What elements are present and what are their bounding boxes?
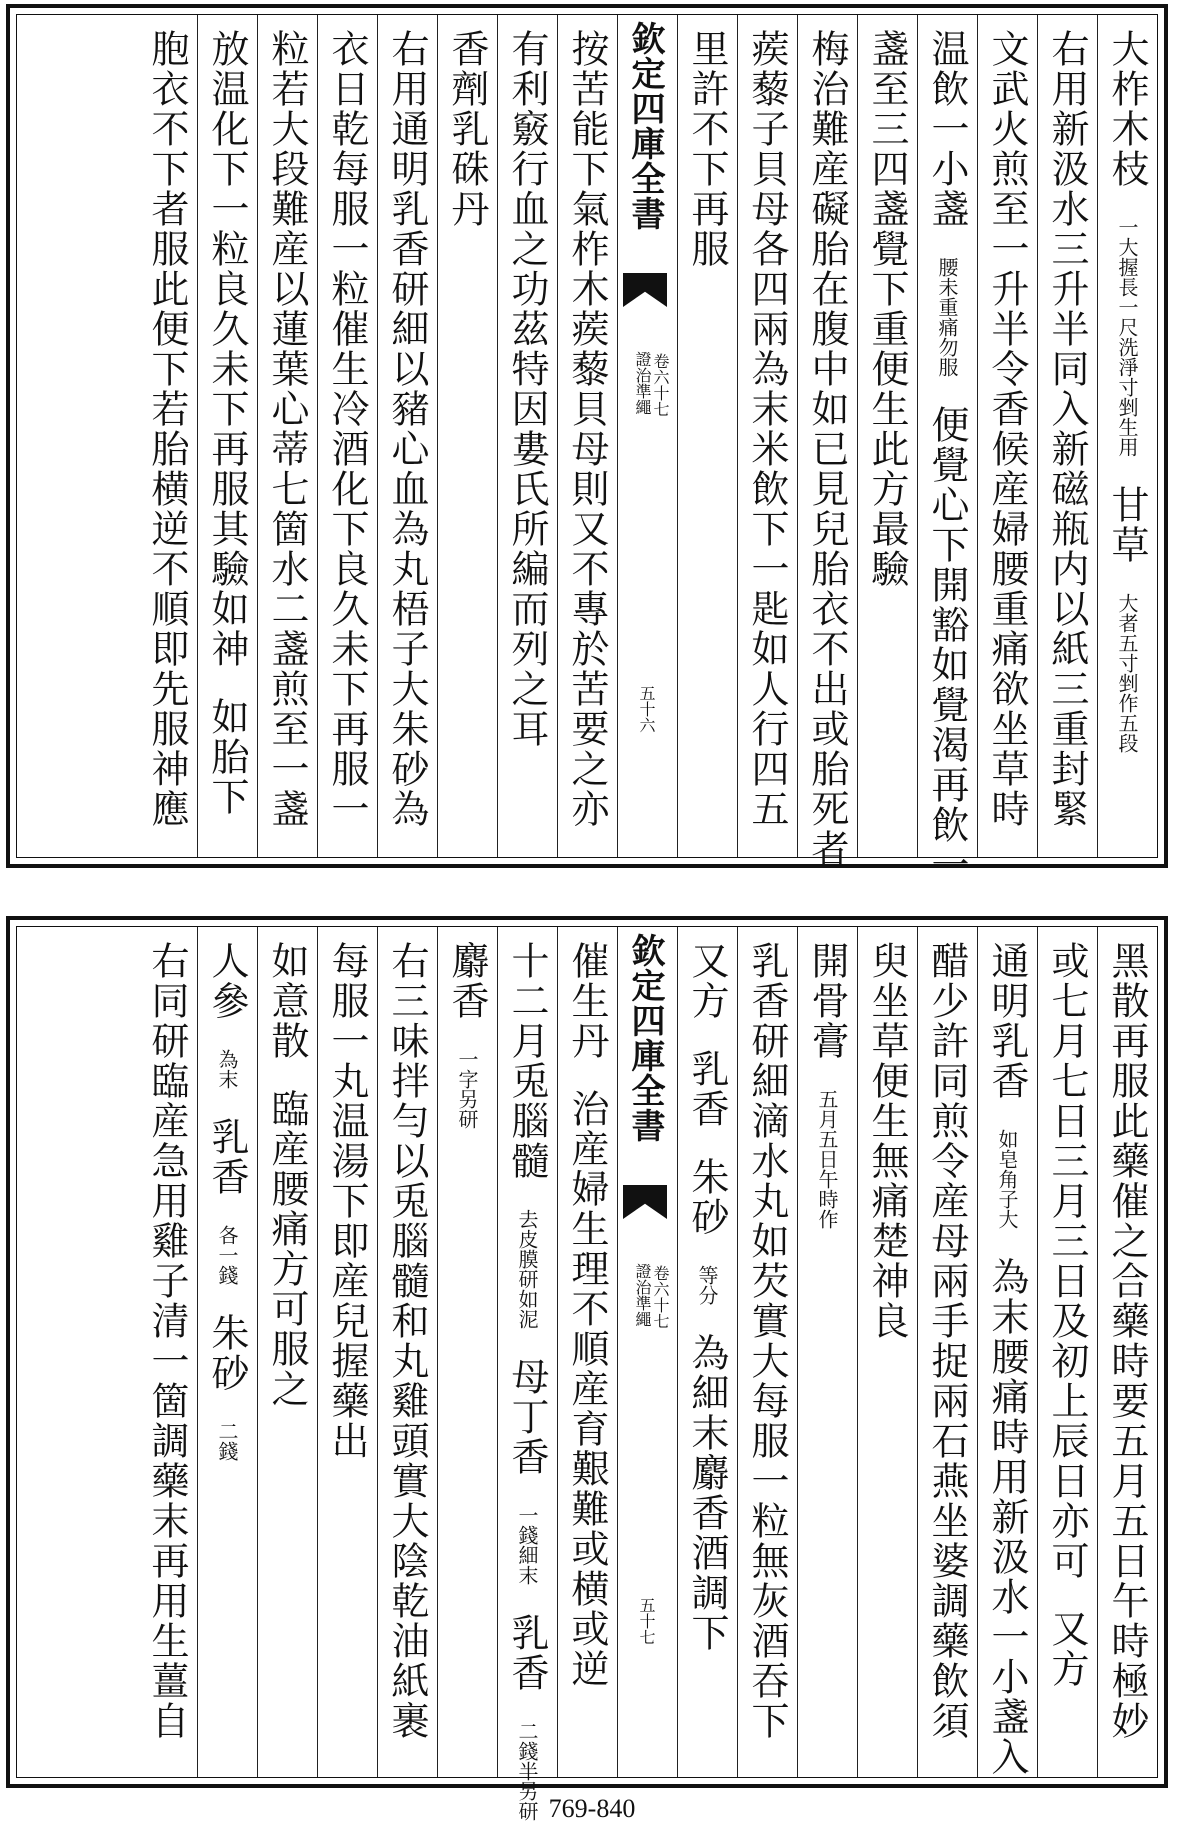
text-column [739,29,795,847]
main-text: 甘草 [1105,485,1149,565]
main-text: 朱砂 [685,1157,729,1237]
text-column [1039,29,1095,847]
main-text: 母丁香 [505,1357,549,1477]
main-text: 乳香 [205,1117,249,1197]
main-text: 胞衣不下者服此便下若胎横逆不順即先服神應 [145,29,189,829]
main-text: 臨産腰痛方可服之 [265,1089,309,1409]
text-column [499,29,555,847]
fish-tail-mark [623,1185,667,1219]
text-column [799,29,855,869]
main-text: 盞至三四盞覺下重便生此方最驗 [865,29,909,589]
interlinear-note: 一錢細末 [515,1505,539,1585]
main-text: 右同研臨産急用雞子清一箇調藥末再用生薑自 [145,941,189,1741]
top-page-frame [16,14,1158,885]
column-rule [617,927,618,1777]
column-rule [377,15,378,857]
text-column [259,29,315,847]
text-column [1099,29,1155,847]
column-rule [437,15,438,857]
main-text: 又方 [1045,1609,1089,1689]
column-rule [257,15,258,857]
column-rule [317,15,318,857]
main-text: 有利竅行血之功茲特因婁氏所編而列之耳 [505,29,549,749]
bottom_page-fold-column [617,927,673,1777]
column-rule [977,927,978,1777]
main-text: 人參 [205,941,249,1021]
main-text: 黑散再服此藥催之合藥時要五月五日午時極妙 [1105,941,1149,1741]
text-column [319,941,375,1767]
column-rule [497,927,498,1777]
main-text: 大柞木枝 [1105,29,1149,189]
fish-tail-mark [623,273,667,307]
main-text: 為末腰痛時用新汲水一小盞入 [985,1257,1029,1777]
main-text: 乳香 [505,1613,549,1693]
interlinear-note: 如皂角子大 [995,1129,1019,1229]
column-rule [857,927,858,1777]
text-column [979,29,1035,847]
main-text: 右三味拌勻以兎腦髓和丸雞頭實大陰乾油紙裹 [385,941,429,1741]
text-column [439,29,495,847]
main-text: 右用通明乳香研細以豬心血為丸梧子大朱砂為 [385,29,429,829]
main-text: 如意散 [265,941,309,1061]
fold-page-number: 五十七 [637,1597,656,1645]
main-text: 乳香 [685,1049,729,1129]
column-rule [677,927,678,1777]
main-text: 放温化下一粒良久未下再服其驗如神 [205,29,249,669]
main-text: 香劑乳硃丹 [445,29,489,229]
column-rule [1097,15,1098,857]
interlinear-note: 等分 [695,1265,719,1305]
top-page [6,4,1168,885]
main-text: 每服一丸温湯下即産兒握藥出 [325,941,369,1461]
main-text: 麝香 [445,941,489,1021]
text-column [259,941,315,1767]
column-rule [1037,15,1038,857]
text-column [559,29,615,847]
column-rule [317,927,318,1777]
interlinear-note: 各一錢 [215,1225,239,1285]
main-text: 或七月七日三月三日及初上辰日亦可 [1045,941,1089,1581]
text-column [139,29,195,847]
fold-collection-title: 欽定四庫全書 [625,933,665,1143]
text-column [559,941,615,1767]
main-text: 為細末麝香酒調下 [685,1333,729,1653]
text-column [979,941,1035,1777]
interlinear-note: 二錢半另研 [515,1721,539,1821]
fold-book-title: 證治準繩 [633,351,652,415]
interlinear-note: 一大握長一尺洗淨寸剉生用 [1115,217,1139,457]
text-column [499,941,555,1821]
main-text: 又方 [685,941,729,1021]
column-rule [677,15,678,857]
main-text: 按苦能下氣柞木蒺藜貝母則又不專於苦要之亦 [565,29,609,829]
interlinear-note: 一字另研 [455,1049,479,1129]
column-rule [917,927,918,1777]
top_page-fold-column [617,15,673,857]
text-column [139,941,195,1767]
column-rule [857,15,858,857]
footer-page-number: 769-840 [548,1794,636,1823]
main-text: 粒若大段難産以蓮葉心蒂七箇水二盞煎至一盞 [265,29,309,829]
column-rule [1037,927,1038,1777]
text-column [859,941,915,1767]
main-text: 便覺心下開豁如覺渴再飲一 [925,405,969,885]
text-column [379,941,435,1767]
fold-collection-title: 欽定四庫全書 [625,21,665,231]
main-text: 十二月兎腦髓 [505,941,549,1181]
text-column [679,941,735,1767]
main-text: 衣日乾每服一粒催生冷酒化下良久未下再服一 [325,29,369,829]
column-rule [977,15,978,857]
main-text: 臾坐草便生無痛楚神良 [865,941,909,1341]
column-rule [917,15,918,857]
text-column [859,29,915,847]
main-text: 里許不下再服 [685,29,729,269]
main-text: 右用新汲水三升半同入新磁瓶内以紙三重封緊 [1045,29,1089,829]
interlinear-note: 去皮膜研如泥 [515,1209,539,1329]
interlinear-note: 為末 [215,1049,239,1089]
fold-juan-number: 卷六十七 [651,353,670,417]
text-column [919,29,975,885]
main-text: 梅治難産礙胎在腹中如已見兒胎衣不出或胎死者 [805,29,849,869]
column-rule [737,927,738,1777]
main-text: 温飲一小盞 [925,29,969,229]
main-text: 乳香研細滴水丸如芡實大每服一粒無灰酒吞下 [745,941,789,1741]
text-column [199,941,255,1767]
column-rule [797,927,798,1777]
column-rule [377,927,378,1777]
text-column [1099,941,1155,1767]
text-column [739,941,795,1767]
column-rule [557,15,558,857]
main-text: 如胎下 [205,697,249,817]
main-text: 通明乳香 [985,941,1029,1101]
text-column [799,941,855,1767]
main-text: 蒺藜子貝母各四兩為末米飲下一匙如人行四五 [745,29,789,829]
main-text: 開骨膏 [805,941,849,1061]
text-column [919,941,975,1767]
column-rule [737,15,738,857]
interlinear-note: 腰未重痛勿服 [935,257,959,377]
text-column [319,29,375,847]
interlinear-note: 五月五日午時作 [815,1089,839,1229]
column-rule [257,927,258,1777]
text-column [439,941,495,1767]
column-rule [797,15,798,857]
main-text: 醋少許同煎令産母兩手捉兩石燕坐婆調藥飲須 [925,941,969,1741]
main-text: 治産婦生理不順産育艱難或横或逆 [565,1089,609,1689]
fold-juan-number: 卷六十七 [651,1265,670,1329]
text-column [1039,941,1095,1767]
interlinear-note: 大者五寸剉作五段 [1115,593,1139,753]
column-rule [1097,927,1098,1777]
interlinear-note: 二錢 [215,1421,239,1461]
text-column [679,29,735,847]
column-rule [437,927,438,1777]
column-rule [617,15,618,857]
text-column [379,29,435,847]
main-text: 文武火煎至一升半令香候産婦腰重痛欲坐草時 [985,29,1029,829]
column-rule [197,927,198,1777]
column-rule [557,927,558,1777]
text-column [199,29,255,847]
fold-book-title: 證治準繩 [633,1263,652,1327]
fold-page-number: 五十六 [637,685,656,733]
main-text: 催生丹 [565,941,609,1061]
column-rule [497,15,498,857]
column-rule [197,15,198,857]
main-text: 朱砂 [205,1313,249,1393]
